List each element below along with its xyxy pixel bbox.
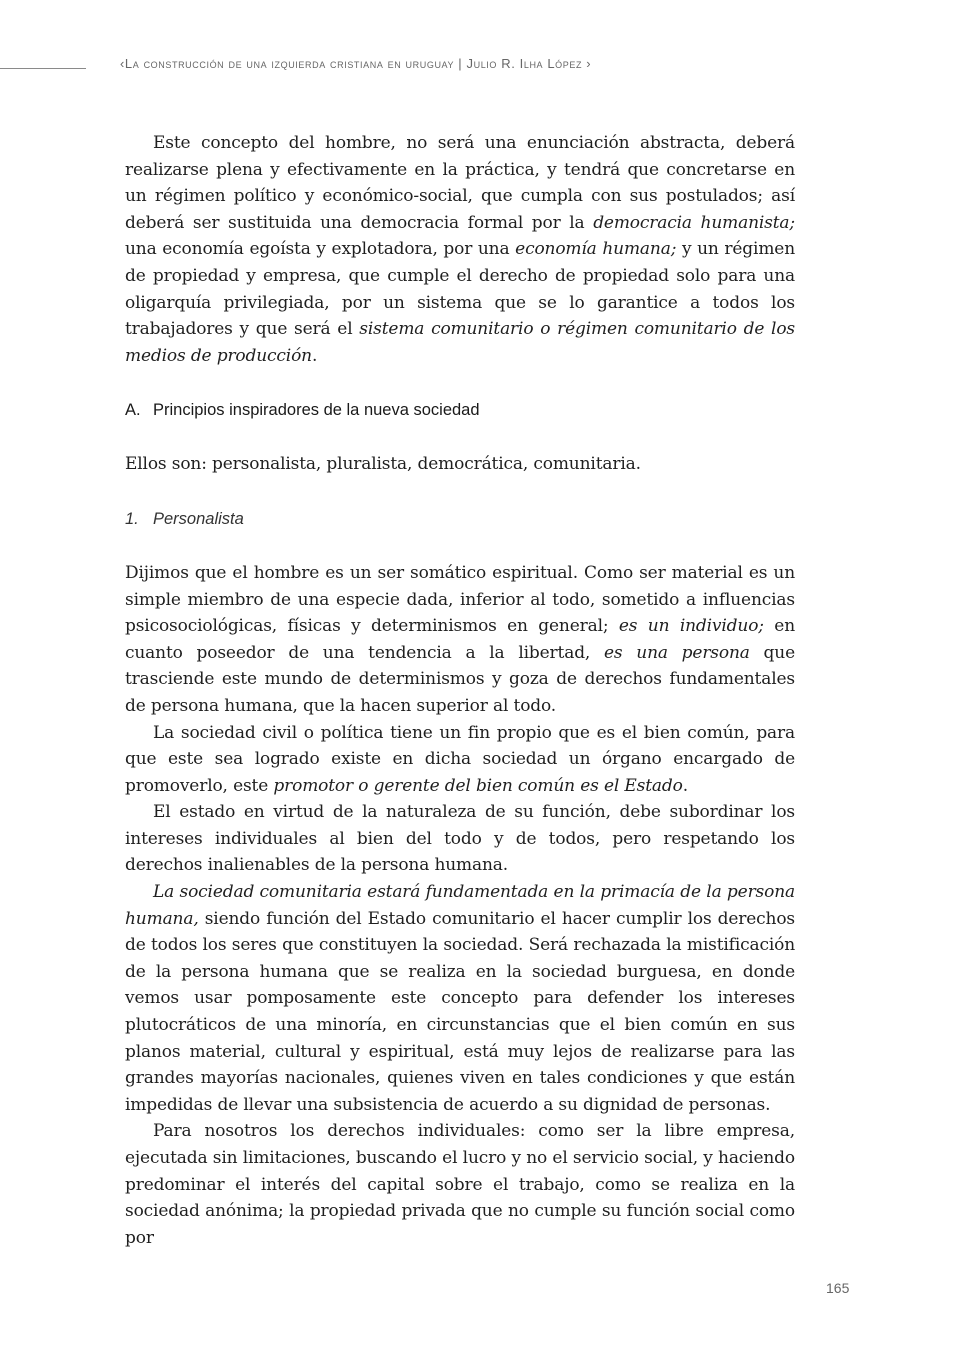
page-number: 165 — [826, 1280, 850, 1296]
page-body — [125, 130, 795, 1251]
paragraph-ser-somatico: Dijimos que el hombre es un ser somático espiritual. Como ser material es un simple miembro de una especie dada, inferior al todo, sometido a influencias psicosociológicas, físicas y determinismos en general; es un individuo; en cuanto poseedor de una tendencia a la libertad, es una persona que trasciende este mundo de determinismos y goza de derechos fundamentales de persona humana, que la hacen superior al todo. — [125, 562, 795, 716]
header-rule — [0, 68, 86, 69]
section-heading-principios: A. Principios inspiradores de la nueva sociedad — [125, 401, 480, 420]
paragraph-ellos-son: Ellos son: personalista, pluralista, democrática, comunitaria. — [125, 454, 641, 475]
running-header: ‹La construcción de una izquierda cristiana en uruguay | Julio R. Ilha López › — [120, 56, 592, 71]
paragraph-estado-funcion: El estado en virtud de la naturaleza de su función, debe subordinar los intereses individuales al bien del todo y de todos, pero respetando los derechos inalienables de la persona humana. — [125, 802, 795, 876]
paragraph-derechos-individuales: Para nosotros los derechos individuales: como ser la libre empresa, ejecutada sin limitaciones, buscando el lucro y no el servicio social, y haciendo predominar el interés del capital sobre el trabajo, como se realiza en la sociedad anónima; la propiedad privada que no cumple su función social como por — [125, 1121, 795, 1248]
subsection-heading-personalista: 1. Personalista — [125, 509, 244, 528]
paragraph-sociedad-comunitaria: La sociedad comunitaria estará fundamentada en la primacía de la persona humana, siendo función del Estado comunitario el hacer cumplir los derechos de todos los seres que constituyen la sociedad. Será rechazada la mistificación de la persona humana que se realiza en la sociedad burguesa, en donde vemos usar pomposamente este concepto para defender los intereses plutocráticos de una minoría, en circunstancias que el bien común en sus planos material, cultural y espiritual, está muy lejos de realizarse para las grandes mayorías nacionales, quienes viven en tales condiciones y que están impedidas de llevar una subsistencia de acuerdo a su dignidad de personas. — [125, 882, 795, 1115]
paragraph-concepto-hombre: Este concepto del hombre, no será una enunciación abstracta, deberá realizarse plena y efectivamente en la práctica, y tendrá que concretarse en un régimen político y económico-social, que cumpla con sus postulados; así deberá ser sustituida una democracia formal por la democracia humanista; una economía egoísta y explotadora, por una economía humana; y un régimen de propiedad y empresa, que cumple el derecho de propiedad solo para una oligarquía privilegiada, por un sistema que se lo garantice a todos los trabajadores y que será el sistema comunitario o régimen comunitario de los medios de producción. — [125, 133, 795, 366]
paragraph-sociedad-civil: La sociedad civil o política tiene un fin propio que es el bien común, para que este sea logrado existe en dicha sociedad un órgano encargado de promoverlo, este promotor o gerente del bien común es el Estado. — [125, 722, 795, 796]
